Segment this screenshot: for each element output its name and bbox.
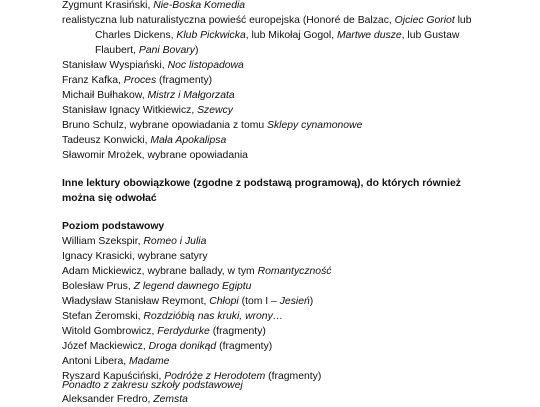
list-item: Stefan Żeromski, Rozdzióbią nas kruki, wrony… xyxy=(62,311,284,322)
list-item: Ryszard Kapuściński, Podróże z Herodotem (fragmenty) xyxy=(62,371,322,382)
list-item: Bolesław Prus, Z legend dawnego Egiptu xyxy=(62,281,252,292)
level-heading: Poziom podstawowy xyxy=(62,221,165,232)
list-item-continuation: Flaubert, Pani Bovary) xyxy=(95,45,199,56)
list-item: Michaił Bułhakow, Mistrz i Małgorzata xyxy=(62,90,235,101)
list-item: Ignacy Krasicki, wybrane satyry xyxy=(62,251,208,262)
list-item: William Szekspir, Romeo i Julia xyxy=(62,236,207,247)
list-item-continuation: Charles Dickens, Klub Pickwicka, lub Mikołaj Gogol, Martwe dusze, lub Gustaw xyxy=(95,30,460,41)
list-item: Aleksander Fredro, Zemsta xyxy=(62,394,188,405)
list-item: Zygmunt Krasiński, Nie-Boska Komedia xyxy=(62,0,246,11)
list-item: Antoni Libera, Madame xyxy=(62,356,170,367)
list-item: realistyczna lub naturalistyczna powieść europejska (Honoré de Balzac, Ojciec Goriot lub xyxy=(62,15,472,26)
list-item: Adam Mickiewicz, wybrane ballady, w tym Romantyczność xyxy=(62,266,332,277)
list-item: Sławomir Mrożek, wybrane opowiadania xyxy=(62,150,248,161)
list-item: Stanisław Ignacy Witkiewicz, Szewcy xyxy=(62,105,233,116)
section-heading: można się odwołać xyxy=(62,193,157,204)
list-item: Franz Kafka, Proces (fragmenty) xyxy=(62,75,213,86)
extended-heading: Ponadto z zakresu szkoły podstawowej xyxy=(62,380,243,391)
list-item: Witold Gombrowicz, Ferdydurke (fragmenty) xyxy=(62,326,266,337)
list-item: Józef Mackiewicz, Droga donikąd (fragmenty) xyxy=(62,341,273,352)
list-item: Tadeusz Konwicki, Mała Apokalipsa xyxy=(62,135,227,146)
list-item: Stanisław Wyspiański, Noc listopadowa xyxy=(62,60,244,71)
section-heading: Inne lektury obowiązkowe (zgodne z podstawą programową), do których również xyxy=(62,178,461,189)
list-item: Władysław Stanisław Reymont, Chłopi (tom I – Jesień) xyxy=(62,296,314,307)
list-item: Bruno Schulz, wybrane opowiadania z tomu Sklepy cynamonowe xyxy=(62,120,363,131)
